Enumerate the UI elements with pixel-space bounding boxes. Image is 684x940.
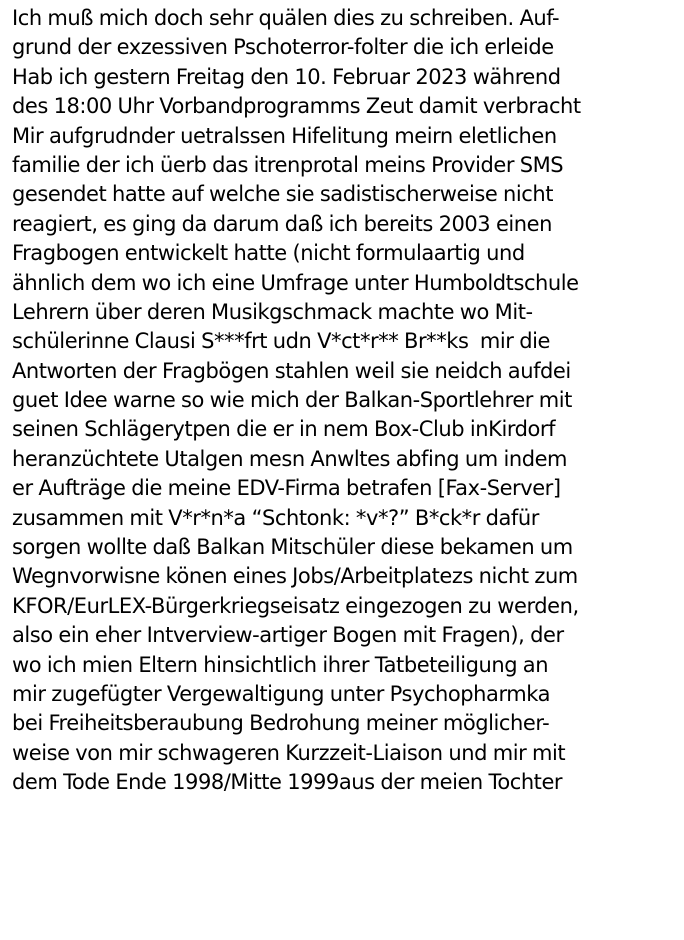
text-line: mir zugefügter Vergewaltigung unter Psychopharmka bbox=[12, 681, 551, 706]
text-line: weise von mir schwageren Kurzzeit-Liaison und mir mit bbox=[12, 740, 566, 765]
text-line: grund der exzessiven Pschoterror-folter die ich erleide bbox=[12, 35, 554, 60]
text-line: guet Idee warne so wie mich der Balkan-Sportlehrer mit bbox=[12, 388, 572, 413]
text-line: bei Freiheitsberaubung Bedrohung meiner möglicher- bbox=[12, 711, 550, 736]
text-line: reagiert, es ging da darum daß ich bereits 2003 einen bbox=[12, 211, 552, 236]
text-line: Lehrern über deren Musikgschmack machte wo Mit- bbox=[12, 299, 533, 324]
text-line: heranzüchtete Utalgen mesn Anwltes abfing um indem bbox=[12, 446, 568, 471]
text-line: Mir aufgrudnder uetralssen Hifelitung meirn eletlichen bbox=[12, 123, 557, 148]
text-line: gesendet hatte auf welche sie sadistischerweise nicht bbox=[12, 182, 554, 207]
text-line: familie der ich üerb das itrenprotal meins Provider SMS bbox=[12, 152, 564, 177]
text-line: Hab ich gestern Freitag den 10. Februar 2023 während bbox=[12, 64, 561, 89]
text-line: sorgen wollte daß Balkan Mitschüler diese bekamen um bbox=[12, 535, 573, 560]
text-line: ähnlich dem wo ich eine Umfrage unter Humboldtschule bbox=[12, 270, 579, 295]
text-line: also ein eher Intverview-artiger Bogen mit Fragen), der bbox=[12, 623, 564, 648]
text-line: wo ich mien Eltern hinsichtlich ihrer Tatbeteiligung an bbox=[12, 652, 549, 677]
text-line: schülerinne Clausi S***frt udn V*ct*r** Br**ks mir die bbox=[12, 329, 550, 354]
text-line: er Aufträge die meine EDV-Firma betrafen [Fax-Server] bbox=[12, 476, 561, 501]
text-line: seinen Schlägerytpen die er in nem Box-Club inKirdorf bbox=[12, 417, 556, 442]
text-line: Ich muß mich doch sehr quälen dies zu schreiben. Auf- bbox=[12, 6, 560, 30]
body-text bbox=[12, 4, 680, 798]
text-line: KFOR/EurLEX-Bürgerkriegseisatz eingezogen zu werden, bbox=[12, 593, 579, 618]
text-line: des 18:00 Uhr Vorbandprogramms Zeut damit verbracht bbox=[12, 94, 581, 119]
text-line: Wegnvorwisne könen eines Jobs/Arbeitplatezs nicht zum bbox=[12, 564, 578, 589]
text-line: Fragbogen entwickelt hatte (nicht formulaartig und bbox=[12, 241, 525, 266]
text-line: Antworten der Fragbögen stahlen weil sie neidch aufdei bbox=[12, 358, 571, 383]
text-line: zusammen mit V*r*n*a “Schtonk: *v*?” B*ck*r dafür bbox=[12, 505, 539, 530]
text-line: dem Tode Ende 1998/Mitte 1999aus der meien Tochter bbox=[12, 770, 563, 795]
